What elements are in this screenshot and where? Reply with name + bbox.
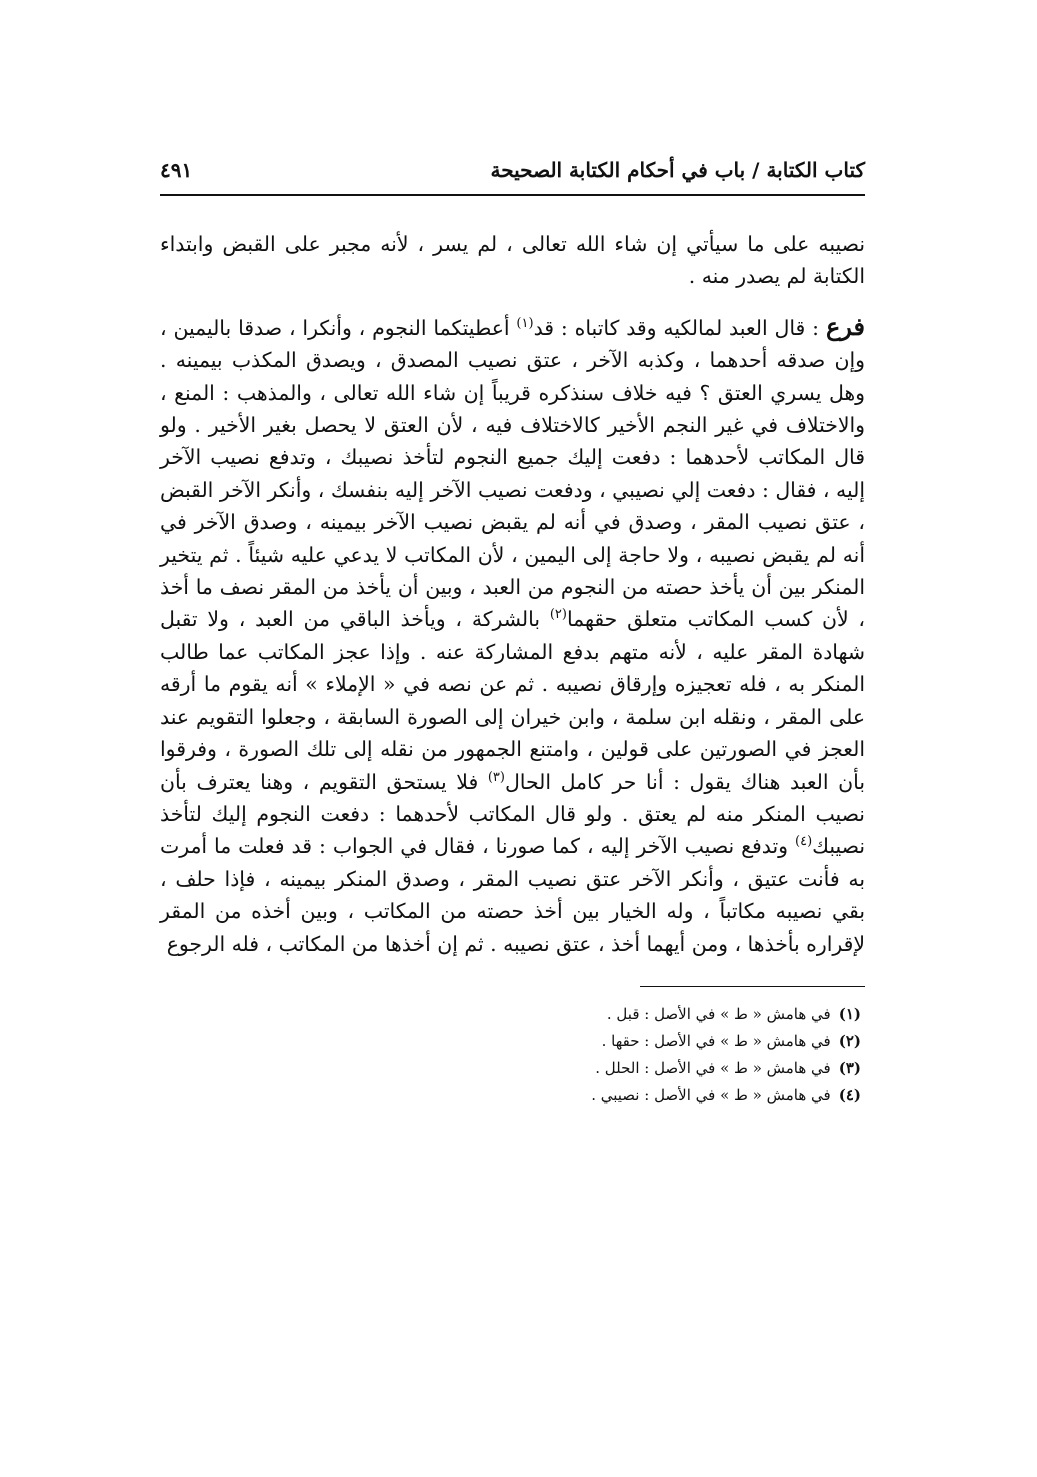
footnote-ref-2[interactable]: (٢) xyxy=(549,607,567,623)
footnote-text: في هامش « ط » في الأصل : الحلل . xyxy=(595,1058,831,1077)
paragraph-continuation: نصيبه على ما سيأتي إن شاء الله تعالى ، لم يسر ، لأنه مجبر على القبض وابتداء الكتابة لم يصدر منه . xyxy=(160,232,865,289)
paragraph-text: فلا يستحق التقويم ، وهنا يعترف بأن نصيب المنكر منه لم يعتق . ولو قال المكاتب لأحدهما : دفعت النجوم إليك لتأخذ نصيبك xyxy=(160,769,865,859)
footnote-text: في هامش « ط » في الأصل : حقها . xyxy=(601,1031,831,1050)
footnote-item xyxy=(160,1001,861,1028)
main-text xyxy=(160,228,865,960)
paragraph-text: : قال العبد لمالكيه وقد كاتباه : قد xyxy=(533,315,826,340)
footnote-ref-3[interactable]: (٣) xyxy=(487,769,505,785)
footnote-ref-4[interactable]: (٤) xyxy=(795,834,813,850)
footnote-ref-1[interactable]: (١) xyxy=(516,316,534,332)
footnote-divider xyxy=(640,986,865,987)
footnote-text: في هامش « ط » في الأصل : نصيبي . xyxy=(591,1085,831,1104)
running-header xyxy=(160,150,865,196)
paragraph-text: وتدفع نصيب الآخر إليه ، كما صورنا ، فقال في الجواب : قد فعلت ما أمرت به فأنت عتيق ، وأنكر الآخر عتق نصيب المقر ، وصدق المنكر بيمينه ، فإذا حلف ، بقي نصيبه مكاتباً ، وله الخيار بين أخذ حصته من المكاتب ، وبين أخذه من المقر لإقراره بأخذها ، ومن أيهما أخذ ، عتق نصيبه . ثم إن أخذها من المكاتب ، فله الرجوع xyxy=(160,834,865,956)
section-lead-word: فرع xyxy=(825,311,865,341)
paragraph-text: أعطيتكما النجوم ، وأنكرا ، صدقا باليمين ، وإن صدقه أحدهما ، وكذبه الآخر ، عتق نصيب المصدق ، ويصدق المكذب بيمينه . وهل يسري العتق ؟ فيه خلاف سنذكره قريباً إن شاء الله تعالى ، والمذهب : المنع ، والاختلاف في غير النجم الأخير كالاختلاف فيه ، لأن العتق لا يحصل بغير الأخير . ولو قال المكاتب لأحدهما : دفعت إليك جميع النجوم لتأخذ نصيبك ، وتدفع نصيب الآخر إليه ، فقال : دفعت إلي نصيبي ، ودفعت نصيب الآخر إليه بنفسك ، وأنكر الآخر القبض ، عتق نصيب المقر ، وصدق في أنه لم يقبض نصيب الآخر بيمينه ، وصدق الآخر في أنه لم يقبض نصيبه ، ولا حاجة إلى اليمين ، لأن المكاتب لا يدعي عليه شيئاً . ثم يتخير المنكر بين أن يأخذ حصته من النجوم من العبد ، وبين أن يأخذ من المقر نصف ما أخذ ، لأن كسب المكاتب متعلق حقهما xyxy=(160,315,865,632)
book-page xyxy=(160,150,865,1109)
footnote-number: (٤) xyxy=(838,1085,861,1104)
footnote-text: في هامش « ط » في الأصل : قبل . xyxy=(606,1004,831,1023)
footnote-number: (١) xyxy=(838,1004,861,1023)
footnote-item xyxy=(160,1055,861,1082)
footnote-number: (٣) xyxy=(838,1058,861,1077)
footnote-item xyxy=(160,1028,861,1055)
page-number: ٤٩١ xyxy=(160,158,193,182)
footnote-number: (٢) xyxy=(838,1031,861,1050)
paragraph-far xyxy=(160,311,865,960)
footnote-item xyxy=(160,1082,861,1109)
footnotes xyxy=(160,1001,865,1109)
paragraph-text: بالشركة ، ويأخذ الباقي من العبد ، ولا تقبل شهادة المقر عليه ، لأنه متهم بدفع المشاركة عنه . وإذا عجز المكاتب عما طالب المنكر به ، فله تعجيزه وإرقاق نصيبه . ثم عن نصه في « الإملاء » أنه يقوم ما أرقه على المقر ، ونقله ابن سلمة ، وابن خيران إلى الصورة السابقة ، وجعلوا التقويم عند العجز في الصورتين على قولين ، وامتنع الجمهور من نقله إلى تلك الصورة ، وفرقوا بأن العبد هناك يقول : أنا حر كامل الحال xyxy=(160,607,865,794)
chapter-title: كتاب الكتابة / باب في أحكام الكتابة الصحيحة xyxy=(490,158,865,182)
